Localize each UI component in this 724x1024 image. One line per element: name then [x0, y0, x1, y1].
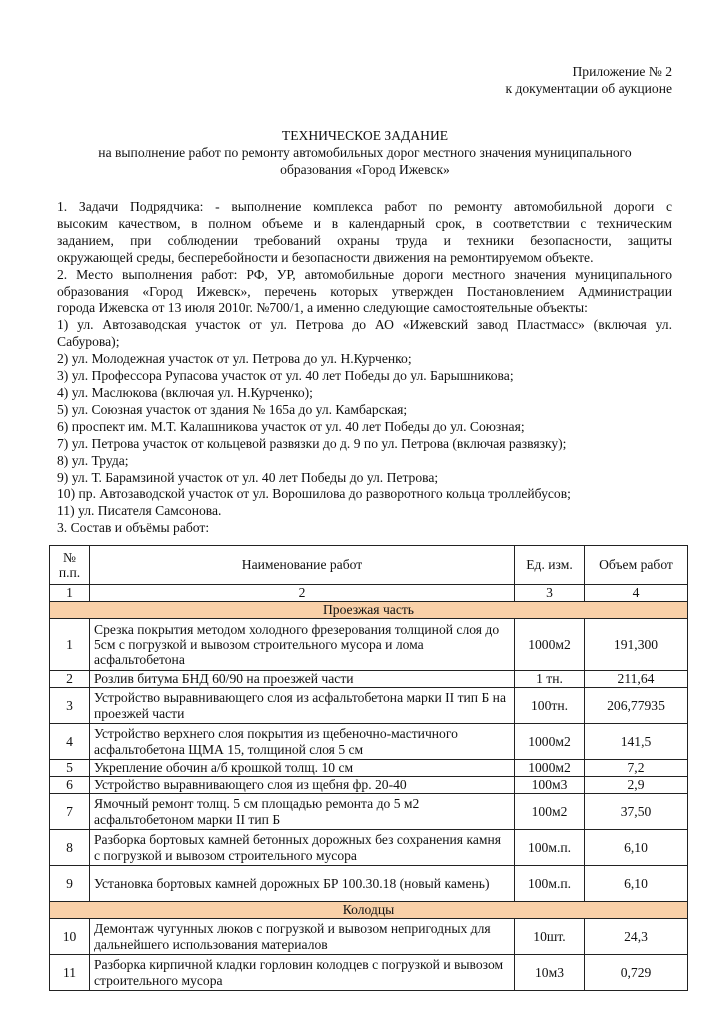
row-name: Демонтаж чугунных люков с погрузкой и вывозом непригодных для дальнейшего использования материалов — [90, 919, 515, 955]
section-work-scope-heading: 3. Состав и объёмы работ: — [57, 520, 210, 536]
object-item: 3) ул. Профессора Рупасова участок от ул. 40 лет Победы до ул. Барышникова; — [57, 368, 514, 384]
appendix-number: Приложение № 2 — [572, 64, 672, 79]
table-row — [50, 671, 688, 688]
col-number: 3 — [515, 585, 585, 602]
section-work-location — [57, 267, 672, 521]
text-line: 1. Задачи Подрядчика: - выполнение комплекса работ по ремонту автомобильной дороги с — [57, 199, 672, 214]
table-row — [50, 919, 688, 955]
row-no: 8 — [50, 830, 90, 866]
row-unit: 1000м2 — [515, 619, 585, 671]
object-item: 2) ул. Молодежная участок от ул. Петрова до ул. Н.Курченко; — [57, 351, 412, 367]
row-name: Устройство выравнивающего слоя из щебня фр. 20-40 — [90, 777, 515, 794]
row-volume: 24,3 — [585, 919, 688, 955]
row-volume: 141,5 — [585, 724, 688, 760]
row-unit: 100тн. — [515, 688, 585, 724]
row-volume: 37,50 — [585, 794, 688, 830]
title-sub-2: образования «Город Ижевск» — [280, 162, 450, 177]
row-volume: 211,64 — [585, 671, 688, 688]
header-no: № п.п. — [50, 546, 90, 585]
row-no: 10 — [50, 919, 90, 955]
object-item: 9) ул. Т. Барамзиной участок от ул. 40 лет Победы до ул. Петрова; — [57, 469, 439, 485]
row-name: Срезка покрытия методом холодного фрезерования толщиной слоя до 5см с погрузкой и вывозом строительного мусора и лома асфальтобетона — [90, 619, 515, 671]
table-row — [50, 830, 688, 866]
object-item: 8) ул. Труда; — [57, 452, 129, 468]
row-name: Разборка бортовых камней бетонных дорожных без сохранения камня с погрузкой и вывозом строительного мусора — [90, 830, 515, 866]
row-volume: 206,77935 — [585, 688, 688, 724]
col-number: 4 — [585, 585, 688, 602]
table-row — [50, 866, 688, 902]
row-unit: 100м.п. — [515, 866, 585, 902]
section-label: Колодцы — [50, 902, 688, 919]
object-item: Сабурова); — [57, 334, 120, 350]
row-name: Разборка кирпичной кладки горловин колодцев с погрузкой и вывозом строительного мусора — [90, 955, 515, 991]
title-main: ТЕХНИЧЕСКОЕ ЗАДАНИЕ — [281, 128, 449, 143]
object-item: 4) ул. Маслюкова (включая ул. Н.Курченко); — [57, 384, 313, 400]
row-name: Устройство выравнивающего слоя из асфальтобетона марки II тип Б на проезжей части — [90, 688, 515, 724]
row-no: 9 — [50, 866, 90, 902]
text-line: образования «Город Ижевск», перечень которых утвержден Постановлением Администрации — [57, 283, 672, 299]
text-line: города Ижевска от 13 июля 2010г. №700/1, а именно следующие самостоятельные объекты: — [57, 300, 588, 316]
table-row — [50, 777, 688, 794]
text-line: высоким качеством, в полном объеме и в календарный срок, в соответствии с техническим — [57, 215, 672, 231]
object-item: 5) ул. Союзная участок от здания № 165а до ул. Камбарская; — [57, 401, 408, 417]
row-name: Розлив битума БНД 60/90 на проезжей части — [90, 671, 515, 688]
row-volume: 191,300 — [585, 619, 688, 671]
row-no: 3 — [50, 688, 90, 724]
row-no: 2 — [50, 671, 90, 688]
appendix-reference: к документации об аукционе — [505, 81, 672, 96]
row-volume: 2,9 — [585, 777, 688, 794]
row-name: Установка бортовых камней дорожных БР 100.30.18 (новый камень) — [90, 866, 515, 902]
row-name: Устройство верхнего слоя покрытия из щебеночно-мастичного асфальтобетона ЩМА 15, толщиной слоя 5 см — [90, 724, 515, 760]
header-volume: Объем работ — [585, 546, 688, 585]
text-line: заданием, при соблюдении требований охраны труда и техники безопасности, защиты — [57, 232, 672, 248]
table-row — [50, 688, 688, 724]
row-volume: 6,10 — [585, 866, 688, 902]
header-name: Наименование работ — [90, 546, 515, 585]
object-item: 11) ул. Писателя Самсонова. — [57, 503, 222, 519]
object-item: 6) проспект им. М.Т. Калашникова участок от ул. 40 лет Победы до ул. Союзная; — [57, 418, 525, 434]
row-unit: 100м3 — [515, 777, 585, 794]
object-item: 1) ул. Автозаводская участок от ул. Петрова до АО «Ижевский завод Пластмасс» (включая ул. — [57, 317, 672, 333]
row-volume: 0,729 — [585, 955, 688, 991]
row-no: 1 — [50, 619, 90, 671]
table-row — [50, 760, 688, 777]
table-row — [50, 794, 688, 830]
text-line: 2. Место выполнения работ: РФ, УР, автомобильные дороги местного значения муниципального — [57, 266, 672, 282]
row-unit: 100м.п. — [515, 830, 585, 866]
header-unit: Ед. изм. — [515, 546, 585, 585]
row-no: 7 — [50, 794, 90, 830]
table-row — [50, 619, 688, 671]
column-numbers-row — [50, 585, 688, 602]
col-number: 1 — [50, 585, 90, 602]
section-row-roadway — [50, 602, 688, 619]
row-unit: 1 тн. — [515, 671, 585, 688]
document-title — [60, 127, 670, 178]
table-header-row — [50, 546, 688, 585]
row-no: 4 — [50, 724, 90, 760]
works-table — [49, 545, 688, 991]
row-volume: 6,10 — [585, 830, 688, 866]
row-no: 5 — [50, 760, 90, 777]
document-body — [57, 199, 672, 537]
row-volume: 7,2 — [585, 760, 688, 777]
row-unit: 10шт. — [515, 919, 585, 955]
table-row — [50, 724, 688, 760]
table-row — [50, 955, 688, 991]
text-line: окружающей среды, бесперебойности и безопасности движения на ремонтируемом объекте. — [57, 249, 594, 265]
section-label: Проезжая часть — [50, 602, 688, 619]
row-no: 11 — [50, 955, 90, 991]
object-item: 10) пр. Автозаводской участок от ул. Ворошилова до разворотного кольца троллейбусов; — [57, 486, 571, 502]
row-unit: 10м3 — [515, 955, 585, 991]
section-row-wells — [50, 902, 688, 919]
appendix-note — [505, 63, 672, 97]
col-number: 2 — [90, 585, 515, 602]
row-name: Укрепление обочин а/б крошкой толщ. 10 см — [90, 760, 515, 777]
title-sub-1: на выполнение работ по ремонту автомобильных дорог местного значения муниципального — [98, 145, 632, 160]
row-unit: 1000м2 — [515, 760, 585, 777]
section-contractor-tasks — [57, 199, 672, 267]
row-name: Ямочный ремонт толщ. 5 см площадью ремонта до 5 м2 асфальтобетоном марки II тип Б — [90, 794, 515, 830]
row-no: 6 — [50, 777, 90, 794]
row-unit: 100м2 — [515, 794, 585, 830]
object-item: 7) ул. Петрова участок от кольцевой развязки до д. 9 по ул. Петрова (включая развязку); — [57, 435, 567, 451]
row-unit: 1000м2 — [515, 724, 585, 760]
